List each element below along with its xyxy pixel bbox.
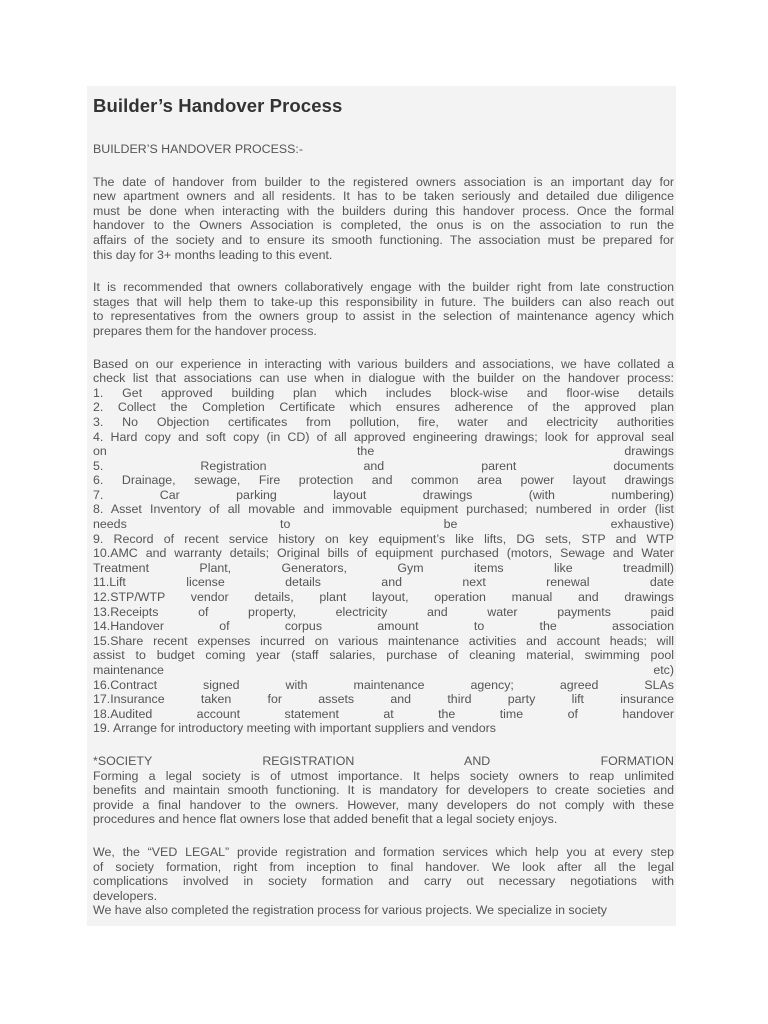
text-line: of society formation, right from inception to final handover. We look after all the legal <box>93 859 674 874</box>
text-line: 9. Record of recent service history on key equipment’s like lifts, DG sets, STP and WTP <box>93 531 674 546</box>
paragraph <box>93 175 674 263</box>
text-line: 3. No Objection certificates from pollution, fire, water and electricity authorities <box>93 414 674 429</box>
text-line: 10.AMC and warranty details; Original bills of equipment purchased (motors, Sewage and Water <box>93 546 674 561</box>
section-heading: BUILDER’S HANDOVER PROCESS:- <box>93 142 303 156</box>
paragraph <box>93 754 674 827</box>
text-line: benefits and maintain smooth functioning. It is mandatory for developers to create societies and <box>93 783 674 798</box>
document-body <box>93 175 674 918</box>
text-line: Treatment Plant, Generators, Gym items like treadmill) <box>93 560 674 575</box>
text-line: 8. Asset Inventory of all movable and immovable equipment purchased; numbered in order (list <box>93 502 674 517</box>
document-content <box>87 86 676 918</box>
text-line: The date of handover from builder to the registered owners association is an important day for <box>93 174 674 189</box>
text-line: 16.Contract signed with maintenance agency; agreed SLAs <box>93 677 674 692</box>
text-line: handover to the Owners Association is completed, the onus is on the association to run the <box>93 218 674 233</box>
text-line: 18.Audited account statement at the time of handover <box>93 706 674 721</box>
text-line: developers. <box>93 888 158 903</box>
text-line: prepares them for the handover process. <box>93 323 317 338</box>
text-line: new apartment owners and all residents. It has to be taken seriously and detailed due diligence <box>93 189 674 204</box>
text-line: We have also completed the registration process for various projects. We specialize in society <box>93 903 607 918</box>
text-line: on the drawings <box>93 444 674 459</box>
text-line: 12.STP/WTP vendor details, plant layout, operation manual and drawings <box>93 590 674 605</box>
text-line: 1. Get approved building plan which includes block-wise and floor-wise details <box>93 385 674 400</box>
text-line: check list that associations can use when in dialogue with the builder on the handover process: <box>93 371 674 386</box>
text-line: Forming a legal society is of utmost importance. It helps society owners to reap unlimited <box>93 768 674 783</box>
text-line: maintenance etc) <box>93 663 674 677</box>
text-line: must be done when interacting with the builders during this handover process. Once the formal <box>93 203 674 218</box>
text-line: 11.Lift license details and next renewal date <box>93 575 674 590</box>
paragraph <box>93 357 674 736</box>
text-line: provide a final handover to the owners. However, many developers do not comply with these <box>93 797 674 812</box>
text-line: 7. Car parking layout drawings (with numbering) <box>93 487 674 502</box>
text-line: assist to budget coming year (staff salaries, purchase of cleaning material, swimming pool <box>93 648 674 663</box>
text-line: complications involved in society formation and carry out necessary negotiations with <box>93 874 674 889</box>
text-line: affairs of the society and to ensure its smooth functioning. The association must be prepared for <box>93 232 674 247</box>
document-page <box>87 86 676 926</box>
text-line: 5. Registration and parent documents <box>93 458 674 473</box>
text-line: procedures and hence flat owners lose that added benefit that a legal society enjoys. <box>93 812 558 827</box>
text-line: 13.Receipts of property, electricity and water payments paid <box>93 604 674 619</box>
text-line: stages that will help them to take-up this responsibility in future. The builders can also reach out <box>93 294 674 309</box>
page-title: Builder’s Handover Process <box>93 95 343 116</box>
text-line: We, the “VED LEGAL” provide registration and formation services which help you at every step <box>93 844 674 859</box>
text-line: 6. Drainage, sewage, Fire protection and common area power layout drawings <box>93 473 674 488</box>
text-line: to representatives from the owners group to assist in the selection of maintenance agency which <box>93 309 674 324</box>
text-line: this day for 3+ months leading to this event. <box>93 247 333 262</box>
text-line: 15.Share recent expenses incurred on various maintenance activities and account heads; will <box>93 633 674 648</box>
paragraph <box>93 845 674 918</box>
text-line: It is recommended that owners collaboratively engage with the builder right from late construction <box>93 280 674 295</box>
paragraph <box>93 280 674 338</box>
text-line: 2. Collect the Completion Certificate which ensures adherence of the approved plan <box>93 400 674 415</box>
text-line: *SOCIETY REGISTRATION AND FORMATION <box>93 753 674 768</box>
text-line: Based on our experience in interacting with various builders and associations, we have collated a <box>93 356 674 371</box>
text-line: 14.Handover of corpus amount to the association <box>93 619 674 634</box>
text-line: 19. Arrange for introductory meeting with important suppliers and vendors <box>93 721 496 736</box>
text-line: needs to be exhaustive) <box>93 517 674 532</box>
text-line: 17.Insurance taken for assets and third party lift insurance <box>93 692 674 707</box>
text-line: 4. Hard copy and soft copy (in CD) of all approved engineering drawings; look for approval seal <box>93 429 674 444</box>
